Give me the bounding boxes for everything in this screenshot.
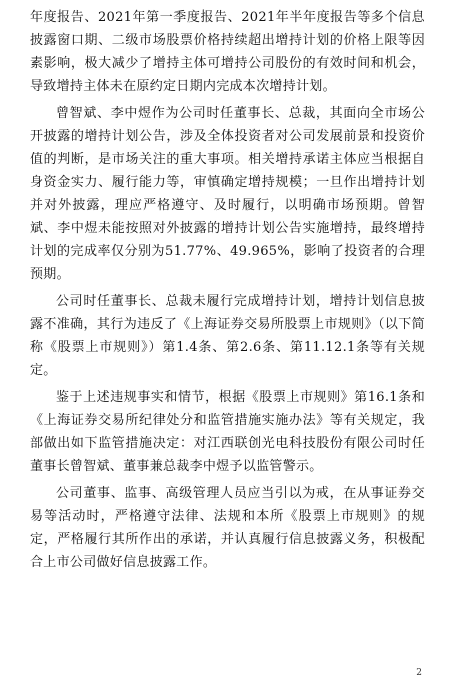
page-number: 2 [416,668,422,678]
document-body [30,6,425,574]
paragraph-increase-plan-obligation: 曾智斌、李中煜作为公司时任董事长、总裁，其面向全市场公开披露的增持计划公告，涉及全体投资者对公司发展前景和投资价值的判断，是市场关注的重大事项。相关增持承诺主体应当根据自身资金实力、履行能力等，审慎确定增持规模；一旦作出增持计划并对外披露，理应严格遵守、及时履行，以明确市场预期。曾智斌、李中煜未能按照对外披露的增持计划公告实施增持，最终增持计划的完成率仅分别为51.77%、49.965%，影响了投资者的合理预期。 [30,106,425,282]
paragraph-warning-to-management: 公司董事、监事、高级管理人员应当引以为戒，在从事证券交易等活动时，严格遵守法律、法规和本所《股票上市规则》的规定，严格履行其所作出的承诺，并认真履行信息披露义务，积极配合上市公司做好信息披露工作。 [30,486,425,570]
paragraph-continuation: 年度报告、2021年第一季度报告、2021年半年度报告等多个信息披露窗口期、二级市场股票价格持续超出增持计划的价格上限等因素影响，极大减少了增持主体可增持公司股份的有效时间和机会，导致增持主体未在原约定日期内完成本次增持计划。 [30,10,425,94]
paragraph-rule-violation: 公司时任董事长、总裁未履行完成增持计划，增持计划信息披露不准确，其行为违反了《上海证券交易所股票上市规则》（以下简称《股票上市规则》）第1.4条、第2.6条、第11.12.1条等有关规定。 [30,294,425,378]
paragraph-regulatory-decision: 鉴于上述违规事实和情节，根据《股票上市规则》第16.1条和《上海证券交易所纪律处分和监管措施实施办法》等有关规定，我部做出如下监管措施决定：对江西联创光电科技股份有限公司时任董事长曾智斌、董事兼总裁李中煜予以监管警示。 [30,390,425,474]
